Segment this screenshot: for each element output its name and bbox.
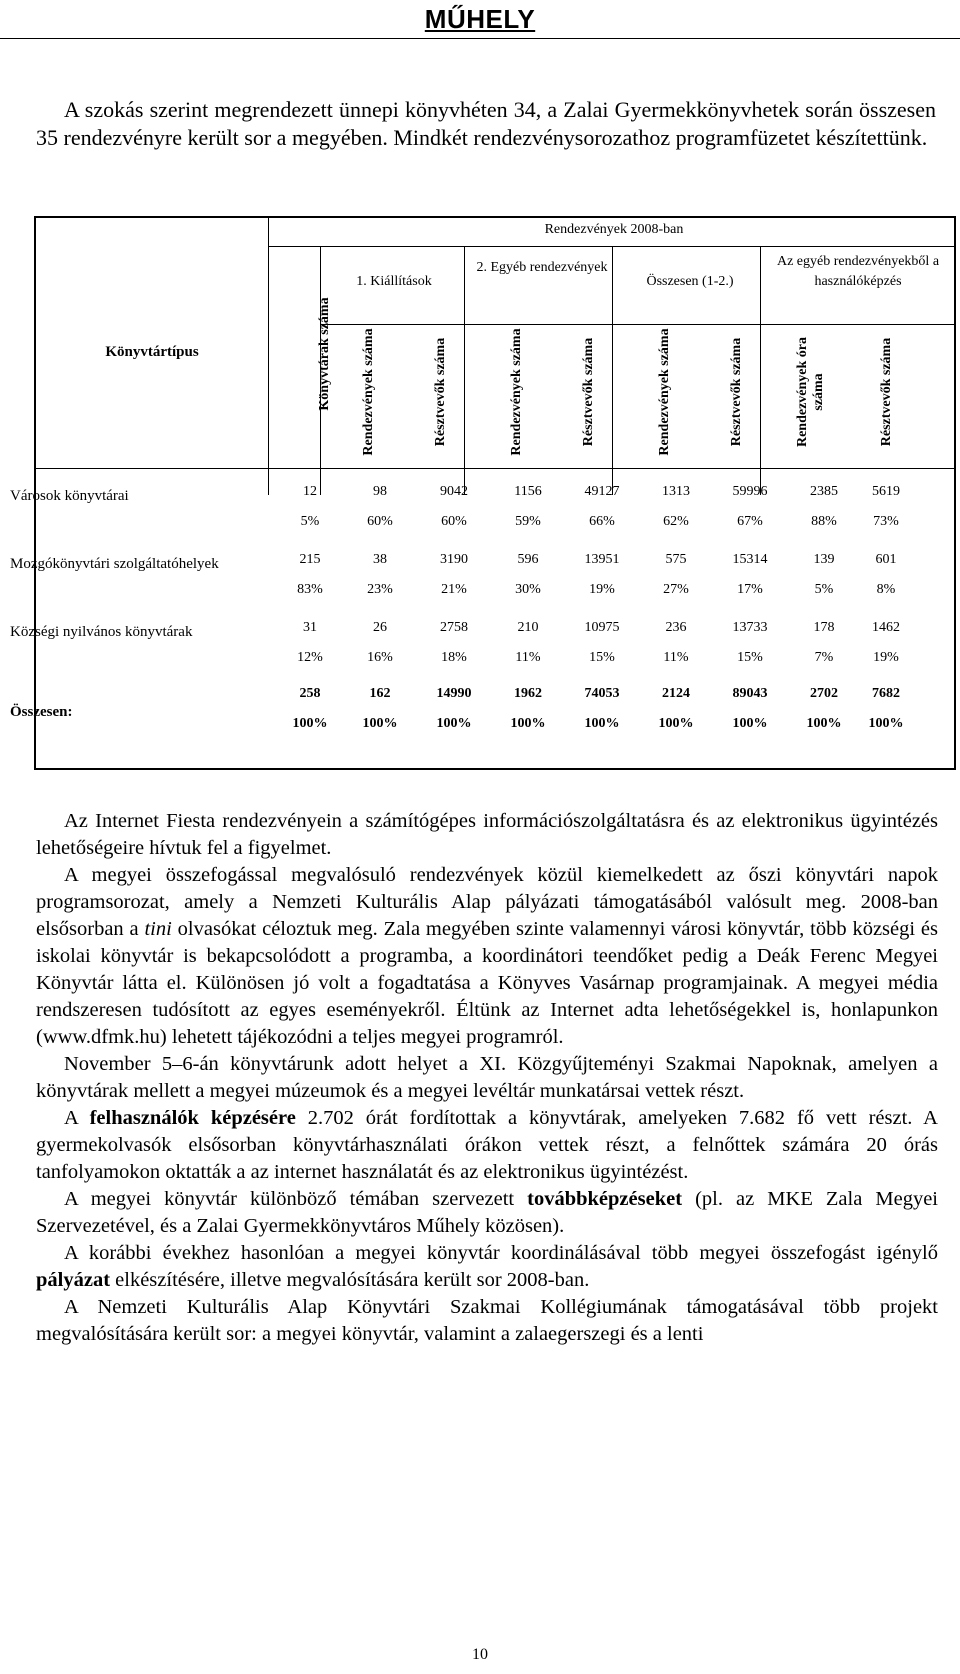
table-cell-pct: 100% [584, 716, 620, 731]
row-label: Városok könyvtárai [10, 488, 129, 504]
table-cell-pct: 62% [663, 514, 689, 529]
table-cell: 236 [665, 620, 687, 635]
table-cell-pct: 5% [300, 514, 320, 529]
table-cell: 162 [369, 686, 391, 701]
table-cell: 31 [303, 620, 317, 635]
table-cell-pct: 60% [441, 514, 467, 529]
table-cell: 2124 [662, 686, 690, 701]
table-cell: 98 [373, 484, 387, 499]
paragraph: November 5–6-án könyvtárunk adott helyet a XI. Közgyűjteményi Szakmai Napoknak, amelyen a könyvtárak mellett a megyei múzeumok és a megyei levéltár munkatársai vettek részt. [36, 1053, 938, 1102]
table-cell: 2702 [810, 686, 838, 701]
table-cell-pct: 88% [811, 514, 837, 529]
table-vline [268, 218, 269, 495]
table-hline [268, 246, 956, 247]
table-cell-pct: 19% [589, 582, 615, 597]
intro-text: A szokás szerint megrendezett ünnepi könyvhéten 34, a Zalai Gyermekkönyvhetek során összesen 35 rendezvényre került sor a megyében. Mindkét rendezvénysorozathoz programfüzetet készítettünk. [36, 97, 936, 150]
events-table [0, 216, 960, 770]
table-cell: 1313 [662, 484, 690, 499]
table-cell-pct: 100% [658, 716, 694, 731]
table-cell: 26 [373, 620, 387, 635]
table-cell-pct: 73% [873, 514, 899, 529]
table-cell-pct: 100% [436, 716, 472, 731]
row-label: Összesen: [10, 704, 73, 720]
table-cell-pct: 100% [292, 716, 328, 731]
table-cell-pct: 15% [589, 650, 615, 665]
col-count-header: Könyvtárak száma [317, 297, 332, 411]
table-cell-pct: 17% [737, 582, 763, 597]
group-header: 1. Kiállítások [356, 274, 432, 289]
table-cell-pct: 11% [663, 650, 689, 665]
sub-header: Rendezvények óra száma [795, 336, 826, 448]
sub-header: Résztvevők száma [581, 337, 596, 447]
table-hline [36, 468, 956, 469]
table-cell-pct: 8% [876, 582, 896, 597]
table-cell: 215 [299, 552, 321, 567]
table-cell-pct: 100% [362, 716, 398, 731]
paragraph: A Nemzeti Kulturális Alap Könyvtári Szakmai Kollégiumának támogatásával több projekt megvalósítására került sor: a megyei könyvtár, valamint a zalaegerszegi és a lenti [36, 1296, 938, 1345]
group-header: Az egyéb rendezvényekből a használóképzés [776, 254, 940, 289]
table-cell: 12 [303, 484, 317, 499]
table-cell: 13951 [584, 552, 620, 567]
table-cell-pct: 11% [515, 650, 541, 665]
table-cell: 2758 [440, 620, 468, 635]
group-header: 2. Egyéb rendezvények [476, 260, 608, 275]
sub-header: Résztvevők száma [433, 337, 448, 447]
sub-header: Résztvevők száma [729, 337, 744, 447]
table-cell-pct: 18% [441, 650, 467, 665]
table-cell: 74053 [584, 686, 620, 701]
table-cell-pct: 67% [737, 514, 763, 529]
table-cell-pct: 100% [510, 716, 546, 731]
table-cell-pct: 5% [814, 582, 834, 597]
header-rule [0, 38, 960, 39]
col-type-header: Könyvtártípus [105, 344, 199, 360]
paragraph: A felhasználók képzésére 2.702 órát fordítottak a könyvtárak, amelyeken 7.682 fő vett részt. A gyermekolvasók elsősorban könyvtárhasználati órákon vettek részt, a felnőttek számára 20 órás tanfolyamokon oktatták a az internet használatát és az elektronikus ügyintézést. [36, 1107, 938, 1183]
group-header: Összesen (1-2.) [646, 274, 734, 289]
table-cell: 601 [875, 552, 897, 567]
table-cell: 7682 [872, 686, 900, 701]
table-cell: 59996 [732, 484, 768, 499]
table-cell: 258 [299, 686, 321, 701]
table-cell-pct: 100% [732, 716, 768, 731]
table-cell-pct: 100% [806, 716, 842, 731]
paragraph: A megyei összefogással megvalósuló rendezvények közül kiemelkedett az őszi könyvtári napok programsorozat, amely a Nemzeti Kulturális Alap pályázati támogatásából valósult meg. 2008-ban elsősorban a tini olvasókat céloztuk meg. Zala megyében szinte valamennyi városi könyvtár, több községi és iskolai könyvtár is bekapcsolódott a programba, a koordinátori teendőket pedig a Deák Ferenc Megyei Könyvtár látta el. Különösen jó volt a fogadtatása a Könyves Vasárnap programjainak. A megyei média rendszeresen tudósított az egyes eseményekről. Éltünk az Internet adta lehetőségekkel is, honlapunkon (www.dfmk.hu) lehetett tájékozódni a teljes megyei programról. [36, 864, 938, 1048]
table-cell: 15314 [732, 552, 768, 567]
table-cell-pct: 7% [814, 650, 834, 665]
page-number: 10 [472, 1646, 488, 1663]
table-cell-pct: 100% [868, 716, 904, 731]
table-cell-pct: 59% [515, 514, 541, 529]
sub-header: Rendezvények száma [509, 328, 524, 456]
row-label: Községi nyilvános könyvtárak [10, 624, 193, 640]
table-cell-pct: 83% [297, 582, 323, 597]
table-cell: 2385 [810, 484, 838, 499]
table-cell: 9042 [440, 484, 468, 499]
sub-header: Rendezvények száma [657, 328, 672, 456]
paragraph: A megyei könyvtár különböző témában szervezett továbbképzéseket (pl. az MKE Zala Megyei Szervezetével, és a Zalai Gyermekkönyvtáros Műhely közösen). [36, 1188, 938, 1237]
paragraph: Az Internet Fiesta rendezvényein a számítógépes információszolgáltatásra és az elektronikus ügyintézés lehetőségeire hívtuk fel a figyelmet. [36, 810, 938, 859]
paragraph: A korábbi évekhez hasonlóan a megyei könyvtár koordinálásával több megyei összefogást igénylő pályázat elkészítésére, illetve megvalósítására került sor 2008-ban. [36, 1242, 938, 1291]
table-cell-pct: 19% [873, 650, 899, 665]
body-text [36, 808, 938, 1348]
table-cell: 1462 [872, 620, 900, 635]
table-cell: 1156 [514, 484, 542, 499]
intro-paragraph [36, 96, 936, 152]
table-cell: 210 [517, 620, 539, 635]
table-cell-pct: 12% [297, 650, 323, 665]
table-cell: 3190 [440, 552, 468, 567]
table-cell: 13733 [732, 620, 768, 635]
table-cell-pct: 66% [589, 514, 615, 529]
sub-header: Résztvevők száma [879, 337, 894, 447]
table-cell: 10975 [584, 620, 620, 635]
table-cell-pct: 23% [367, 582, 393, 597]
table-cell-pct: 27% [663, 582, 689, 597]
table-cell-pct: 15% [737, 650, 763, 665]
table-cell-pct: 16% [367, 650, 393, 665]
table-vline [612, 246, 613, 495]
page-title: MŰHELY [424, 4, 536, 34]
table-cell: 89043 [732, 686, 768, 701]
table-cell: 575 [665, 552, 687, 567]
table-cell-pct: 30% [515, 582, 541, 597]
table-cell: 38 [373, 552, 387, 567]
table-cell: 596 [517, 552, 539, 567]
table-cell-pct: 60% [367, 514, 393, 529]
table-cell: 1962 [514, 686, 542, 701]
table-cell: 14990 [436, 686, 472, 701]
table-cell-pct: 21% [441, 582, 467, 597]
sub-header: Rendezvények száma [361, 328, 376, 456]
table-cell: 5619 [872, 484, 900, 499]
table-cell: 178 [813, 620, 835, 635]
table-cell: 139 [813, 552, 835, 567]
row-label: Mozgókönyvtári szolgáltatóhelyek [10, 556, 219, 572]
table-title: Rendezvények 2008-ban [544, 222, 684, 237]
table-hline [320, 324, 956, 325]
table-cell: 49127 [584, 484, 620, 499]
